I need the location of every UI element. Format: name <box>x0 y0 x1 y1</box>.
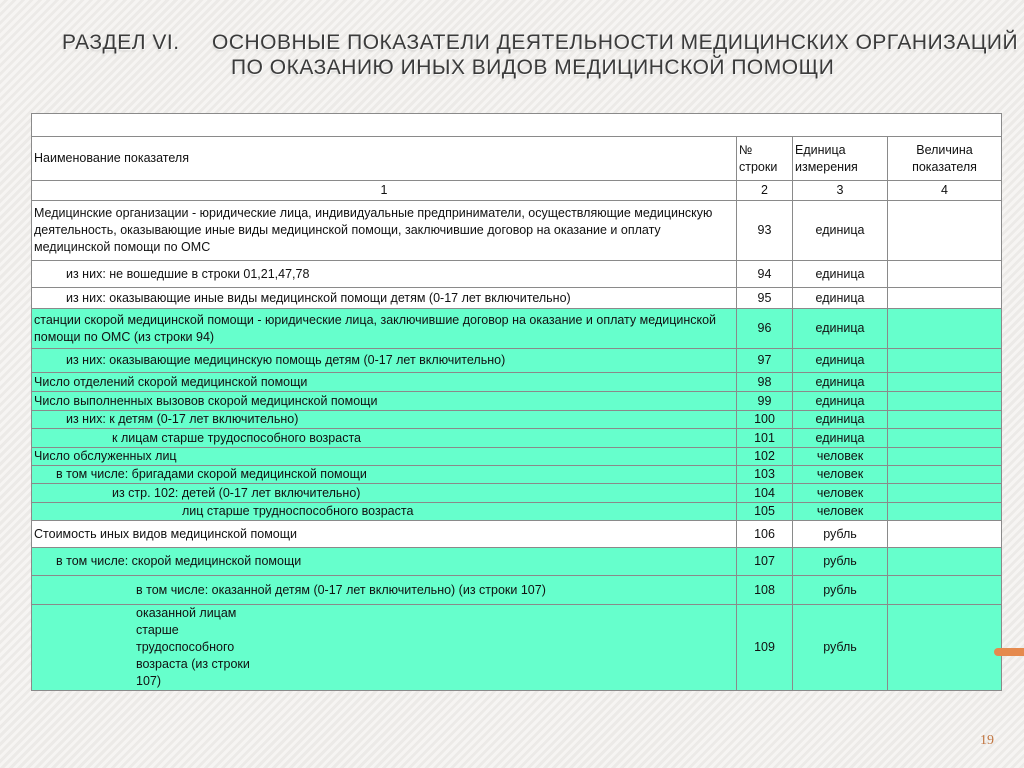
row-line: 108 <box>737 576 793 605</box>
row-name: из них: оказывающие иные виды медицинской помощи детям (0-17 лет включительно) <box>32 288 737 309</box>
row-value[interactable] <box>888 503 1002 521</box>
row-line: 104 <box>737 484 793 503</box>
col-number-2: 2 <box>737 181 793 201</box>
row-value[interactable] <box>888 349 1002 373</box>
row-name: в том числе: скорой медицинской помощи <box>32 548 737 576</box>
header-unit: Единица измерения <box>793 137 888 181</box>
row-value[interactable] <box>888 288 1002 309</box>
row-unit: человек <box>793 448 888 466</box>
table-row <box>32 349 1002 373</box>
row-value[interactable] <box>888 448 1002 466</box>
row-line: 103 <box>737 466 793 484</box>
row-unit: единица <box>793 261 888 288</box>
table-top-blank-row <box>32 114 1002 137</box>
row-line: 109 <box>737 605 793 691</box>
row-value[interactable] <box>888 429 1002 448</box>
table-row <box>32 548 1002 576</box>
table-row <box>32 392 1002 411</box>
row-unit: человек <box>793 503 888 521</box>
table-row <box>32 373 1002 392</box>
table-row <box>32 576 1002 605</box>
row-line: 99 <box>737 392 793 411</box>
row-value[interactable] <box>888 521 1002 548</box>
row-unit: единица <box>793 309 888 349</box>
title-line-1: ОСНОВНЫЕ ПОКАЗАТЕЛИ ДЕЯТЕЛЬНОСТИ МЕДИЦИНСКИХ ОРГАНИЗАЦИЙ <box>212 31 1019 54</box>
row-unit: рубль <box>793 548 888 576</box>
header-value: Величина показателя <box>888 137 1002 181</box>
slide-title <box>0 30 1024 80</box>
row-line: 106 <box>737 521 793 548</box>
table-row <box>32 201 1002 261</box>
row-line: 98 <box>737 373 793 392</box>
table-row <box>32 521 1002 548</box>
decorative-accent-bar <box>994 648 1024 656</box>
row-name: оказанной лицам старше трудоспособного возраста (из строки 107) <box>32 605 737 691</box>
header-line-no: № строки <box>737 137 793 181</box>
row-name: в том числе: оказанной детям (0-17 лет включительно) (из строки 107) <box>32 576 737 605</box>
title-line-2: ПО ОКАЗАНИЮ ИНЫХ ВИДОВ МЕДИЦИНСКОЙ ПОМОЩИ <box>231 56 835 79</box>
table-header-row <box>32 137 1002 181</box>
row-line: 95 <box>737 288 793 309</box>
row-line: 105 <box>737 503 793 521</box>
table-row <box>32 605 1002 691</box>
row-value[interactable] <box>888 548 1002 576</box>
row-value[interactable] <box>888 605 1002 691</box>
row-line: 107 <box>737 548 793 576</box>
row-value[interactable] <box>888 466 1002 484</box>
row-value[interactable] <box>888 201 1002 261</box>
row-unit: единица <box>793 288 888 309</box>
table-row <box>32 288 1002 309</box>
row-name: Стоимость иных видов медицинской помощи <box>32 521 737 548</box>
row-line: 100 <box>737 411 793 429</box>
table-row <box>32 429 1002 448</box>
column-numbers-row <box>32 181 1002 201</box>
row-line: 94 <box>737 261 793 288</box>
row-value[interactable] <box>888 484 1002 503</box>
indicators-table <box>31 113 1002 691</box>
row-value[interactable] <box>888 392 1002 411</box>
row-unit: человек <box>793 466 888 484</box>
row-unit: единица <box>793 429 888 448</box>
row-value[interactable] <box>888 373 1002 392</box>
table-row <box>32 503 1002 521</box>
table-row <box>32 448 1002 466</box>
row-name: из них: не вошедшие в строки 01,21,47,78 <box>32 261 737 288</box>
row-name: Число выполненных вызовов скорой медицинской помощи <box>32 392 737 411</box>
row-name: станции скорой медицинской помощи - юридические лица, заключившие договор на оказание и оплату медицинской помощи по ОМС (из строки 94) <box>32 309 737 349</box>
row-line: 96 <box>737 309 793 349</box>
row-name: из стр. 102: детей (0-17 лет включительно) <box>32 484 737 503</box>
row-unit: рубль <box>793 521 888 548</box>
row-unit: человек <box>793 484 888 503</box>
row-value[interactable] <box>888 411 1002 429</box>
row-line: 102 <box>737 448 793 466</box>
header-name: Наименование показателя <box>32 137 737 181</box>
row-unit: единица <box>793 349 888 373</box>
row-name: Число обслуженных лиц <box>32 448 737 466</box>
row-name: к лицам старше трудоспособного возраста <box>32 429 737 448</box>
row-line: 97 <box>737 349 793 373</box>
row-unit: рубль <box>793 605 888 691</box>
row-name: Число отделений скорой медицинской помощи <box>32 373 737 392</box>
row-unit: единица <box>793 373 888 392</box>
row-value[interactable] <box>888 576 1002 605</box>
row-line: 101 <box>737 429 793 448</box>
row-name: в том числе: бригадами скорой медицинской помощи <box>32 466 737 484</box>
row-unit: единица <box>793 392 888 411</box>
table-row <box>32 411 1002 429</box>
col-number-4: 4 <box>888 181 1002 201</box>
col-number-3: 3 <box>793 181 888 201</box>
row-value[interactable] <box>888 309 1002 349</box>
row-unit: единица <box>793 411 888 429</box>
section-label: РАЗДЕЛ VI. <box>62 31 180 54</box>
table-row <box>32 261 1002 288</box>
table-row <box>32 484 1002 503</box>
table-row <box>32 309 1002 349</box>
row-unit: единица <box>793 201 888 261</box>
row-name: Медицинские организации - юридические лица, индивидуальные предприниматели, осуществляющие медицинскую деятельность, оказывающие иные виды медицинской помощи, заключившие договор на оказание и оплату медицинской помощи по ОМС <box>32 201 737 261</box>
row-name: из них: оказывающие медицинскую помощь детям (0-17 лет включительно) <box>32 349 737 373</box>
row-name: из них: к детям (0-17 лет включительно) <box>32 411 737 429</box>
page-number: 19 <box>980 733 994 748</box>
row-name: лиц старше трудноспособного возраста <box>32 503 737 521</box>
col-number-1: 1 <box>32 181 737 201</box>
row-value[interactable] <box>888 261 1002 288</box>
row-line: 93 <box>737 201 793 261</box>
table-row <box>32 466 1002 484</box>
row-unit: рубль <box>793 576 888 605</box>
